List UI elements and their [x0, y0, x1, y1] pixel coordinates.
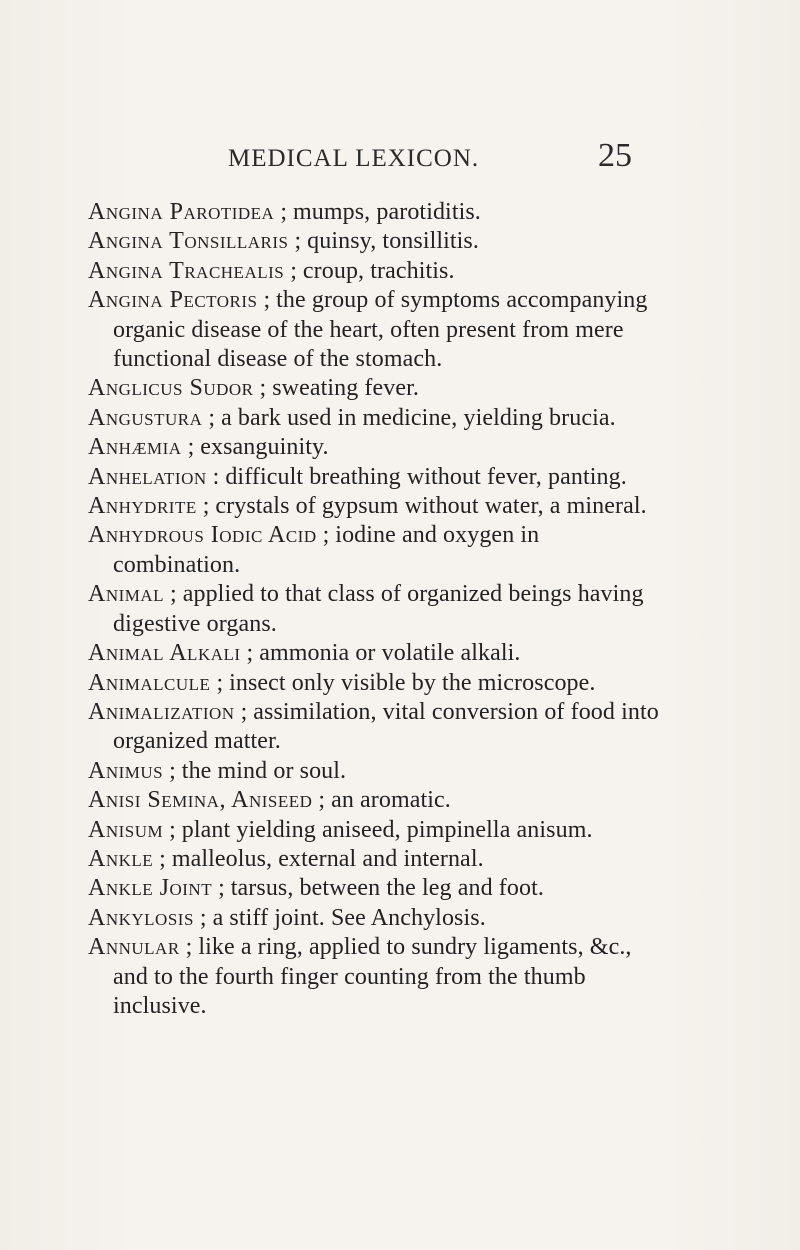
entry-term: Ankle Joint	[88, 875, 213, 902]
running-title: MEDICAL LEXICON.	[228, 145, 480, 172]
entry-separator: ;	[257, 287, 277, 314]
lexicon-entries	[88, 198, 668, 1021]
lexicon-entry	[88, 198, 668, 227]
entry-separator: ;	[253, 375, 273, 402]
entry-definition: difficult breathing without fever, panting.	[225, 463, 627, 490]
entry-definition: applied to that class of organized beings having digestive organs.	[113, 581, 644, 637]
lexicon-entry	[88, 904, 668, 933]
entry-definition: insect only visible by the microscope.	[229, 669, 596, 696]
entry-definition: the mind or soul.	[181, 757, 347, 784]
entry-definition: sweating fever.	[272, 375, 419, 402]
entry-term: Anhydrous Iodic Acid	[88, 522, 317, 549]
entry-definition: mumps, parotiditis.	[293, 199, 481, 225]
entry-term: Animalcule	[88, 669, 211, 696]
entry-separator: ;	[196, 493, 216, 520]
entry-term: Angina Parotidea	[88, 199, 275, 225]
page-header	[0, 137, 800, 185]
entry-term: Angina Pectoris	[88, 287, 258, 314]
entry-separator: :	[206, 463, 226, 490]
entry-separator: ;	[153, 845, 172, 872]
entry-separator: ;	[163, 757, 182, 784]
lexicon-entry	[88, 874, 668, 903]
entry-definition: assimilation, vital conversion of food into organized matter.	[113, 698, 659, 755]
lexicon-entry	[88, 374, 668, 403]
entry-definition: tarsus, between the leg and foot.	[230, 875, 544, 902]
entry-definition: an aromatic.	[331, 787, 451, 814]
entry-term: Anglicus Sudor	[88, 375, 254, 402]
lexicon-entry	[88, 786, 668, 815]
entry-definition: plant yielding aniseed, pimpinella anisum.	[181, 816, 593, 843]
entry-separator: ;	[316, 522, 336, 549]
entry-definition: a stiff joint. See Anchylosis.	[212, 904, 486, 931]
entry-term: Anisum	[88, 816, 164, 843]
lexicon-entry	[88, 227, 668, 256]
entry-separator: ;	[284, 257, 303, 284]
entry-definition: crystals of gypsum without water, a mineral.	[215, 493, 647, 520]
entry-term: Ankylosis	[88, 904, 194, 931]
entry-term: Annular	[88, 934, 180, 961]
entry-separator: ;	[193, 904, 213, 931]
entry-separator: ;	[240, 640, 260, 667]
lexicon-entry	[88, 433, 668, 462]
lexicon-entry	[88, 845, 668, 874]
entry-definition: ammonia or volatile alkali.	[259, 640, 521, 667]
lexicon-entry	[88, 639, 668, 668]
entry-separator: ;	[163, 816, 182, 843]
entry-term: Anhydrite	[88, 493, 197, 520]
entry-term: Angina Tonsillaris	[88, 228, 289, 255]
entry-separator: ;	[274, 199, 293, 225]
entry-definition: croup, trachitis.	[302, 257, 455, 284]
entry-definition: malleolus, external and internal.	[171, 845, 484, 872]
entry-separator: ;	[234, 698, 254, 725]
entry-separator: ;	[164, 581, 183, 608]
entry-separator: ;	[312, 787, 332, 814]
lexicon-entry	[88, 757, 668, 786]
lexicon-entry	[88, 404, 668, 433]
entry-definition: the group of symptoms accompanying organic disease of the heart, often present from mere functional disease of the stomach.	[113, 287, 648, 373]
lexicon-entry	[88, 286, 668, 374]
entry-separator: ;	[288, 228, 308, 255]
entry-separator: ;	[202, 404, 222, 431]
entry-term: Angustura	[88, 404, 203, 431]
lexicon-entry	[88, 698, 668, 757]
entry-separator: ;	[181, 434, 201, 461]
lexicon-entry	[88, 257, 668, 286]
entry-term: Anhelation	[88, 463, 207, 490]
entry-term: Anhæmia	[88, 434, 182, 461]
lexicon-entry	[88, 463, 668, 492]
lexicon-entry	[88, 816, 668, 845]
entry-definition: iodine and oxygen in combination.	[113, 522, 540, 578]
entry-definition: a bark used in medicine, yielding brucia.	[221, 404, 616, 431]
entry-term: Animalization	[88, 698, 235, 725]
entry-separator: ;	[210, 669, 230, 696]
page-number: 25	[598, 137, 632, 174]
entry-term: Ankle	[88, 845, 154, 872]
entry-separator: ;	[179, 934, 199, 961]
entry-separator: ;	[212, 875, 231, 902]
lexicon-entry	[88, 492, 668, 521]
entry-term: Angina Trachealis	[88, 257, 285, 284]
entry-definition: quinsy, tonsillitis.	[307, 228, 479, 255]
entry-definition: like a ring, applied to sundry ligaments, &c., and to the fourth finger counting from the thumb inclusive.	[113, 934, 632, 1019]
entry-term: Animus	[88, 757, 164, 784]
lexicon-entry	[88, 521, 668, 580]
entry-term: Animal	[88, 581, 165, 608]
lexicon-entry	[88, 669, 668, 698]
entry-term: Animal Alkali	[88, 640, 241, 667]
lexicon-entry	[88, 933, 668, 1021]
lexicon-entry	[88, 580, 668, 639]
entry-term: Anisi Semina, Aniseed	[88, 787, 313, 814]
entry-definition: exsanguinity.	[200, 434, 329, 461]
